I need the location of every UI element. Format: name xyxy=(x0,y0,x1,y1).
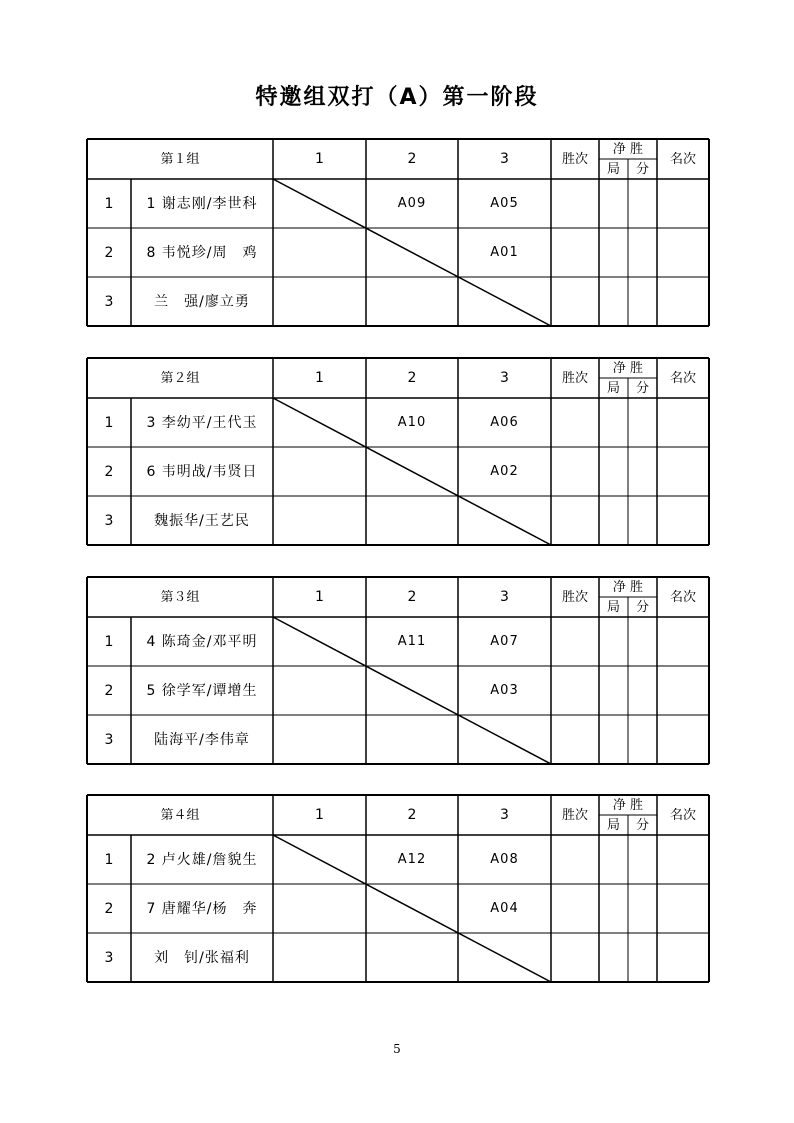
row-number: 1 xyxy=(104,633,114,650)
header-col-3: 3 xyxy=(500,151,509,167)
match-code xyxy=(366,496,458,545)
header-net-games: 局 xyxy=(606,161,620,177)
match-code: A03 xyxy=(490,683,519,698)
player-pair: 2 卢火雄/詹貌生 xyxy=(146,851,258,868)
row-number: 1 xyxy=(104,851,114,868)
header-wins: 胜次 xyxy=(561,807,588,823)
match-code: A06 xyxy=(490,415,519,430)
player-pair: 8 韦悦珍/周 鸡 xyxy=(146,244,258,261)
header-col-1: 1 xyxy=(315,151,324,167)
row-number: 2 xyxy=(104,244,114,261)
header-col-3: 3 xyxy=(500,589,509,605)
match-code: A08 xyxy=(490,852,519,867)
header-col-2: 2 xyxy=(407,370,417,386)
header-col-1: 1 xyxy=(315,589,324,605)
player-pair: 5 徐学军/谭增生 xyxy=(146,682,258,699)
player-pair: 陆海平/李伟章 xyxy=(154,731,250,748)
group-name: 第２组 xyxy=(160,370,200,386)
group-name: 第１组 xyxy=(160,151,200,167)
match-code xyxy=(458,715,551,764)
header-net-points: 分 xyxy=(635,380,649,396)
header-col-3: 3 xyxy=(500,370,509,386)
row-number: 3 xyxy=(104,949,114,966)
page-title: 特邀组双打（A）第一阶段 xyxy=(255,85,539,110)
header-wins: 胜次 xyxy=(561,151,588,167)
group-name: 第３组 xyxy=(160,589,200,605)
player-pair: 兰 强/廖立勇 xyxy=(154,293,250,310)
player-pair: 1 谢志刚/李世科 xyxy=(146,195,258,212)
group-name: 第４组 xyxy=(160,807,200,823)
match-code xyxy=(366,228,458,277)
header-col-2: 2 xyxy=(407,807,417,823)
player-pair: 3 李幼平/王代玉 xyxy=(146,414,258,431)
match-code xyxy=(366,933,458,982)
group-table-2 xyxy=(87,358,709,545)
header-net: 净 胜 xyxy=(612,797,644,813)
match-code: A10 xyxy=(397,415,427,430)
header-rank: 名次 xyxy=(669,370,696,386)
match-code: A01 xyxy=(490,245,519,260)
match-code xyxy=(366,277,458,326)
header-wins: 胜次 xyxy=(561,370,588,386)
header-net: 净 胜 xyxy=(612,141,644,157)
header-rank: 名次 xyxy=(669,151,696,167)
header-col-3: 3 xyxy=(500,807,509,823)
match-code xyxy=(458,277,551,326)
match-code xyxy=(366,884,458,933)
group-table-3 xyxy=(87,577,709,764)
page-number: 5 xyxy=(393,1042,401,1056)
row-number: 3 xyxy=(104,293,114,310)
row-number: 1 xyxy=(104,195,114,212)
player-pair: 魏振华/王艺民 xyxy=(154,512,250,529)
header-col-2: 2 xyxy=(407,151,417,167)
row-number: 2 xyxy=(104,900,114,917)
match-code xyxy=(366,715,458,764)
match-code: A05 xyxy=(490,196,519,211)
row-number: 2 xyxy=(104,463,114,480)
header-net-points: 分 xyxy=(635,161,649,177)
header-net-games: 局 xyxy=(606,380,620,396)
player-pair: 刘 钊/张福利 xyxy=(154,949,250,966)
group-table-4 xyxy=(87,795,709,982)
header-net-games: 局 xyxy=(606,817,620,833)
player-pair: 7 唐耀华/杨 奔 xyxy=(146,900,258,917)
row-number: 3 xyxy=(104,512,114,529)
row-number: 3 xyxy=(104,731,114,748)
match-code: A12 xyxy=(397,852,427,867)
header-net: 净 胜 xyxy=(612,579,644,595)
match-code xyxy=(458,496,551,545)
row-number: 1 xyxy=(104,414,114,431)
match-code: A09 xyxy=(397,196,427,211)
match-code xyxy=(458,933,551,982)
header-col-1: 1 xyxy=(315,370,324,386)
header-net: 净 胜 xyxy=(612,360,644,376)
match-code: A04 xyxy=(490,901,519,916)
header-wins: 胜次 xyxy=(561,589,588,605)
match-code: A07 xyxy=(490,634,519,649)
player-pair: 4 陈琦金/邓平明 xyxy=(146,633,258,650)
row-number: 2 xyxy=(104,682,114,699)
header-net-points: 分 xyxy=(635,599,649,615)
header-col-1: 1 xyxy=(315,807,324,823)
header-col-2: 2 xyxy=(407,589,417,605)
player-pair: 6 韦明战/韦贤日 xyxy=(146,463,258,480)
header-rank: 名次 xyxy=(669,589,696,605)
header-net-points: 分 xyxy=(635,817,649,833)
header-rank: 名次 xyxy=(669,807,696,823)
match-code: A02 xyxy=(490,464,519,479)
match-code xyxy=(366,447,458,496)
match-code: A11 xyxy=(397,634,427,649)
match-code xyxy=(366,666,458,715)
header-net-games: 局 xyxy=(606,599,620,615)
group-table-1 xyxy=(87,139,709,326)
